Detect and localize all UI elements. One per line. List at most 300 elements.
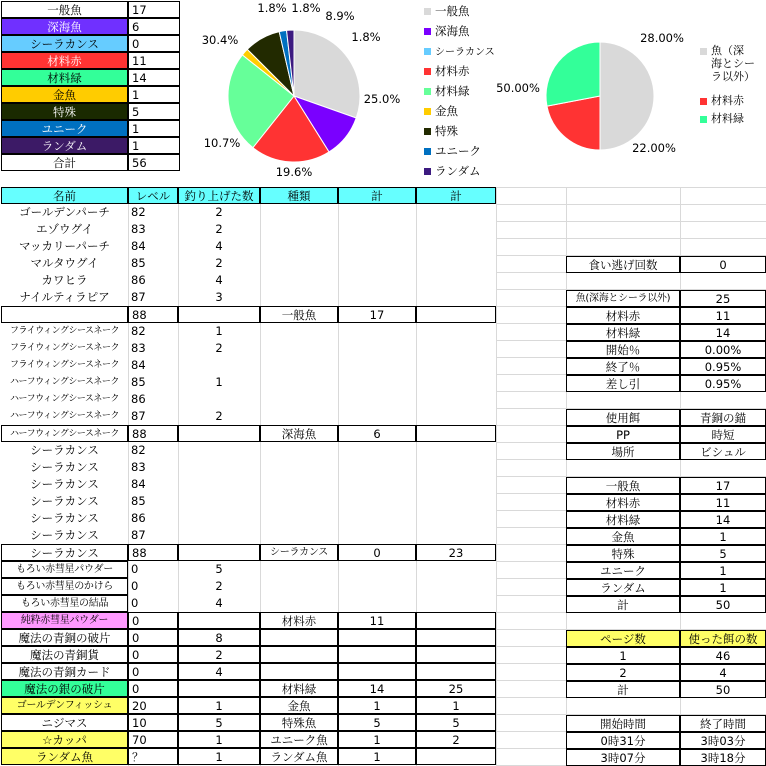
table-cell-lv[interactable]: 87 (131, 290, 146, 304)
table-cell-n[interactable] (178, 680, 260, 697)
right-value[interactable]: 青銅の錨 (680, 409, 766, 426)
table-cell-t1[interactable] (338, 391, 416, 408)
table-cell-lv[interactable]: 0 (128, 646, 178, 663)
table-cell-n[interactable] (178, 612, 260, 629)
table-cell-lv[interactable]: 0 (128, 629, 178, 646)
table-cell-t1[interactable]: 11 (338, 612, 416, 629)
legend-item (700, 94, 744, 108)
table-cell-type[interactable] (260, 408, 338, 425)
table-cell-name[interactable] (1, 306, 128, 323)
summary-label[interactable]: 材料緑 (1, 69, 128, 86)
table-cell-t2[interactable] (416, 374, 496, 391)
table-cell-name[interactable]: フライウィングシースネーク (9, 360, 120, 370)
table-cell-n[interactable] (178, 425, 260, 442)
table-cell-type[interactable]: 一般魚 (260, 306, 338, 323)
table-cell-t1[interactable] (338, 578, 416, 595)
summary-label[interactable]: 一般魚 (1, 1, 128, 18)
right-value[interactable]: 11 (680, 307, 766, 324)
right-value[interactable]: 4 (680, 664, 766, 681)
table-cell-type[interactable] (260, 357, 338, 374)
table-cell-name[interactable]: 魔法の青銅カード (1, 663, 128, 680)
table-cell-n[interactable] (178, 442, 260, 459)
table-cell-t2[interactable] (416, 595, 496, 612)
legend-item (424, 44, 495, 60)
table-cell-type[interactable] (260, 340, 338, 357)
table-cell-t2[interactable] (416, 357, 496, 374)
table-cell-t1[interactable] (338, 493, 416, 510)
right-label[interactable]: 材料緑 (566, 324, 680, 341)
right-value[interactable]: 5 (680, 545, 766, 562)
right-value[interactable]: 25 (680, 290, 766, 307)
start-time-header[interactable]: 開始時間 (566, 715, 680, 732)
table-cell-t2[interactable] (416, 306, 496, 323)
summary-label[interactable]: 深海魚 (1, 18, 128, 35)
table-cell-t1[interactable] (338, 442, 416, 459)
right-label[interactable]: PP (566, 426, 680, 443)
table-cell-n[interactable]: 2 (215, 579, 223, 593)
summary-value[interactable]: 1 (128, 120, 180, 137)
legend-swatch (700, 61, 707, 68)
table-cell-t2[interactable] (416, 493, 496, 510)
legend-item (424, 24, 470, 38)
summary-label[interactable]: ユニーク (1, 120, 128, 137)
table-cell-lv[interactable]: 86 (131, 273, 146, 287)
table-cell-n[interactable] (178, 459, 260, 476)
table-cell-type[interactable] (260, 272, 338, 289)
table-cell-type[interactable] (260, 629, 338, 646)
table-cell-t2[interactable]: 25 (416, 680, 496, 697)
right-label[interactable]: 計 (566, 596, 680, 613)
legend-swatch (424, 8, 431, 15)
table-cell-t1[interactable] (338, 561, 416, 578)
summary-value[interactable]: 0 (128, 35, 180, 52)
table-cell-n[interactable]: 1 (215, 324, 223, 338)
table-cell-name[interactable]: フライウィングシースネーク (9, 343, 120, 353)
summary-label[interactable]: 材料赤 (1, 52, 128, 69)
table-cell-type[interactable] (260, 442, 338, 459)
summary-value[interactable]: 6 (128, 18, 180, 35)
table-cell-t1[interactable] (338, 595, 416, 612)
right-value[interactable]: 46 (680, 647, 766, 664)
summary-value[interactable]: 5 (128, 103, 180, 120)
table-cell-t1[interactable]: 17 (338, 306, 416, 323)
table-cell-t2[interactable] (416, 289, 496, 306)
table-cell-t2[interactable] (416, 425, 496, 442)
table-cell-name[interactable]: シーラカンス (30, 494, 99, 508)
table-cell-t1[interactable] (338, 357, 416, 374)
pie-label: 10.7% (203, 136, 241, 150)
table-cell-lv[interactable]: 0 (128, 680, 178, 697)
table-cell-n[interactable]: 3 (215, 290, 223, 304)
table-cell-type[interactable] (260, 255, 338, 272)
table-cell-t2[interactable] (416, 476, 496, 493)
right-label[interactable]: 一般魚 (566, 477, 680, 494)
table-cell-t1[interactable] (338, 289, 416, 306)
table-cell-n[interactable]: 4 (215, 239, 223, 253)
pie-slice (546, 42, 600, 106)
table-cell-t2[interactable] (416, 221, 496, 238)
table-cell-t2[interactable] (416, 442, 496, 459)
table-cell-type[interactable]: 材料赤 (260, 612, 338, 629)
right-value[interactable]: 11 (680, 494, 766, 511)
table-cell-lv[interactable]: ？ (128, 748, 178, 765)
table-cell-t2[interactable]: 5 (416, 714, 496, 731)
table-cell-name[interactable]: シーラカンス (30, 528, 99, 542)
table-cell-name[interactable]: ニジマス (1, 714, 128, 731)
summary-value[interactable]: 11 (128, 52, 180, 69)
summary-label[interactable]: ランダム (1, 137, 128, 154)
right-label[interactable]: 特殊 (566, 545, 680, 562)
table-cell-t2[interactable] (416, 255, 496, 272)
table-cell-t1[interactable] (338, 374, 416, 391)
summary-value[interactable]: 1 (128, 137, 180, 154)
table-cell-t2[interactable] (416, 340, 496, 357)
table-cell-n[interactable] (178, 306, 260, 323)
table-cell-name[interactable]: 魔法の銀の破片 (1, 680, 128, 697)
right-label[interactable]: 材料緑 (566, 511, 680, 528)
table-cell-t1[interactable] (338, 476, 416, 493)
right-value[interactable]: 50 (680, 596, 766, 613)
column-header[interactable]: 種類 (260, 187, 338, 204)
legend-label: 魚（深 (711, 44, 744, 57)
table-cell-name[interactable]: マルタウグイ (30, 256, 99, 270)
table-cell-type[interactable] (260, 595, 338, 612)
table-cell-n[interactable]: 2 (215, 222, 223, 236)
table-cell-t1[interactable]: 0 (338, 544, 416, 561)
table-cell-lv[interactable]: 88 (128, 306, 178, 323)
table-cell-type[interactable] (260, 221, 338, 238)
table-cell-type[interactable] (260, 323, 338, 340)
legend-swatch (424, 48, 431, 55)
table-cell-t2[interactable] (416, 510, 496, 527)
table-cell-lv[interactable]: 0 (128, 663, 178, 680)
table-cell-t1[interactable]: 5 (338, 714, 416, 731)
right-label[interactable]: 0時31分 (566, 732, 680, 749)
table-cell-name[interactable]: マッカリーパーチ (19, 239, 110, 253)
summary-value[interactable]: 1 (128, 86, 180, 103)
table-cell-t1[interactable] (338, 510, 416, 527)
table-cell-n[interactable]: 5 (215, 562, 223, 576)
table-cell-type[interactable] (260, 374, 338, 391)
right-value[interactable]: 3時18分 (680, 749, 766, 766)
table-cell-t2[interactable] (416, 612, 496, 629)
table-cell-name[interactable]: ハーフウィングシースネーク (1, 425, 128, 442)
table-cell-t1[interactable] (338, 221, 416, 238)
table-cell-n[interactable]: 2 (178, 646, 260, 663)
table-cell-name[interactable]: もろい赤彗星の結晶 (1, 595, 128, 612)
table-cell-t2[interactable] (416, 561, 496, 578)
summary-label[interactable]: 合計 (1, 154, 128, 171)
table-cell-t2[interactable] (416, 748, 496, 765)
table-cell-n[interactable] (178, 357, 260, 374)
right-label[interactable]: 使用餌 (566, 409, 680, 426)
table-cell-n[interactable] (178, 527, 260, 544)
right-label[interactable]: 3時07分 (566, 749, 680, 766)
right-label[interactable]: 魚(深海とシーラ以外) (566, 290, 680, 307)
table-cell-lv[interactable]: 83 (131, 222, 146, 236)
table-cell-t1[interactable]: 1 (338, 731, 416, 748)
table-cell-type[interactable]: ランダム魚 (260, 748, 338, 765)
right-label[interactable]: ランダム (566, 579, 680, 596)
table-cell-n[interactable]: 2 (215, 341, 223, 355)
table-cell-lv[interactable]: 85 (131, 494, 146, 508)
table-cell-n[interactable]: 2 (215, 205, 223, 219)
table-cell-t1[interactable] (338, 204, 416, 221)
table-cell-type[interactable] (260, 527, 338, 544)
right-label[interactable]: 食い逃げ回数 (566, 256, 680, 273)
right-label[interactable]: 材料赤 (566, 494, 680, 511)
column-header[interactable]: 計 (416, 187, 496, 204)
table-cell-t1[interactable]: 1 (338, 697, 416, 714)
end-time-header[interactable]: 終了時間 (680, 715, 766, 732)
table-cell-lv[interactable]: 0 (128, 612, 178, 629)
table-cell-type[interactable]: 材料緑 (260, 680, 338, 697)
table-cell-type[interactable]: 特殊魚 (260, 714, 338, 731)
table-cell-type[interactable] (260, 238, 338, 255)
table-cell-t2[interactable] (416, 238, 496, 255)
table-cell-name[interactable]: カワヒラ (41, 273, 88, 287)
summary-value[interactable]: 56 (128, 154, 180, 171)
table-cell-name[interactable]: 魔法の青銅貨 (1, 646, 128, 663)
table-cell-type[interactable]: 金魚 (260, 697, 338, 714)
table-cell-t2[interactable] (416, 272, 496, 289)
right-label[interactable]: 差し引 (566, 375, 680, 392)
table-cell-type[interactable] (260, 289, 338, 306)
right-value[interactable]: 50 (680, 681, 766, 698)
summary-label[interactable]: 金魚 (1, 86, 128, 103)
right-label[interactable]: 計 (566, 681, 680, 698)
table-cell-name[interactable]: シーラカンス (1, 544, 128, 561)
bait-count-header[interactable]: 使った餌の数 (680, 630, 766, 647)
table-cell-lv[interactable]: 86 (131, 511, 146, 525)
table-cell-n[interactable]: 4 (215, 273, 223, 287)
table-cell-name[interactable]: もろい赤彗星パウダー (1, 561, 128, 578)
table-cell-lv[interactable]: 85 (131, 256, 146, 270)
pie-label: 22.00% (632, 141, 676, 155)
table-cell-name[interactable]: ハーフウィングシースネーク (10, 394, 119, 404)
legend-label: ラ以外） (711, 70, 755, 83)
legend-swatch (700, 116, 707, 123)
right-value[interactable]: 1 (680, 579, 766, 596)
right-label[interactable]: 開始％ (566, 341, 680, 358)
right-value[interactable]: ビシュル (680, 443, 766, 460)
table-cell-lv[interactable]: 0 (131, 562, 139, 576)
summary-label[interactable]: シーラカンス (1, 35, 128, 52)
table-cell-n[interactable]: 1 (178, 697, 260, 714)
right-label[interactable]: 1 (566, 647, 680, 664)
table-cell-n[interactable] (178, 544, 260, 561)
table-cell-t2[interactable] (416, 323, 496, 340)
table-cell-n[interactable] (178, 476, 260, 493)
legend-label: ランダム (435, 164, 481, 178)
table-cell-type[interactable]: ユニーク魚 (260, 731, 338, 748)
table-cell-lv[interactable]: 82 (131, 205, 146, 219)
table-cell-t1[interactable]: 6 (338, 425, 416, 442)
right-value[interactable]: 0.95% (680, 358, 766, 375)
right-label[interactable]: 金魚 (566, 528, 680, 545)
table-cell-t2[interactable] (416, 578, 496, 595)
table-cell-t1[interactable] (338, 340, 416, 357)
table-cell-t2[interactable]: 23 (416, 544, 496, 561)
table-cell-n[interactable]: 2 (215, 256, 223, 270)
table-cell-lv[interactable]: 0 (131, 596, 139, 610)
table-cell-t2[interactable] (416, 646, 496, 663)
table-cell-type[interactable] (260, 459, 338, 476)
table-cell-n[interactable] (178, 493, 260, 510)
table-cell-n[interactable]: 2 (215, 409, 223, 423)
table-cell-lv[interactable]: 82 (131, 324, 146, 338)
table-cell-name[interactable]: ゴールデンパーチ (19, 205, 110, 219)
right-value[interactable]: 0 (680, 256, 766, 273)
right-label[interactable]: 材料赤 (566, 307, 680, 324)
column-header[interactable]: レベル (128, 187, 178, 204)
table-cell-t1[interactable] (338, 272, 416, 289)
table-cell-name[interactable]: シーラカンス (30, 460, 99, 474)
table-cell-t1[interactable]: 1 (338, 748, 416, 765)
table-cell-n[interactable]: 1 (178, 748, 260, 765)
table-cell-t1[interactable] (338, 527, 416, 544)
right-value[interactable]: 時短 (680, 426, 766, 443)
column-header[interactable]: 名前 (1, 187, 128, 204)
table-cell-lv[interactable]: 10 (128, 714, 178, 731)
table-cell-t2[interactable]: 1 (416, 697, 496, 714)
table-cell-type[interactable]: 深海魚 (260, 425, 338, 442)
table-cell-t2[interactable] (416, 527, 496, 544)
legend-item (700, 70, 755, 84)
table-cell-lv[interactable]: 84 (131, 477, 146, 491)
table-cell-type[interactable] (260, 204, 338, 221)
column-header[interactable]: 釣り上げた数 (178, 187, 260, 204)
summary-label[interactable]: 特殊 (1, 103, 128, 120)
right-label[interactable]: 場所 (566, 443, 680, 460)
table-cell-t1[interactable] (338, 408, 416, 425)
table-cell-n[interactable]: 4 (178, 663, 260, 680)
table-cell-lv[interactable]: 83 (131, 460, 146, 474)
legend-item (700, 57, 755, 71)
table-cell-name[interactable]: ランダム魚 (1, 748, 128, 765)
table-cell-n[interactable]: 8 (178, 629, 260, 646)
table-cell-name[interactable]: シーラカンス (30, 511, 99, 525)
pie-chart-materials (496, 0, 696, 186)
column-header[interactable]: 計 (338, 187, 416, 204)
right-value[interactable]: 1 (680, 528, 766, 545)
table-cell-lv[interactable]: 85 (131, 375, 146, 389)
right-value[interactable]: 3時03分 (680, 732, 766, 749)
table-cell-t1[interactable] (338, 646, 416, 663)
table-cell-n[interactable] (178, 391, 260, 408)
table-cell-lv[interactable]: 87 (131, 528, 146, 542)
table-cell-t2[interactable]: 2 (416, 731, 496, 748)
table-cell-t2[interactable] (416, 204, 496, 221)
table-cell-type[interactable] (260, 391, 338, 408)
legend-label: ユニーク (435, 144, 481, 158)
table-cell-lv[interactable]: 84 (131, 239, 146, 253)
table-cell-type[interactable] (260, 476, 338, 493)
table-cell-t2[interactable] (416, 408, 496, 425)
table-cell-type[interactable] (260, 561, 338, 578)
table-cell-type[interactable] (260, 578, 338, 595)
legend-label: 材料緑 (435, 84, 470, 98)
right-value[interactable]: 0.00% (680, 341, 766, 358)
right-value[interactable]: 14 (680, 511, 766, 528)
table-cell-n[interactable]: 1 (215, 375, 223, 389)
table-cell-name[interactable]: シーラカンス (30, 443, 99, 457)
table-cell-t1[interactable] (338, 459, 416, 476)
table-cell-lv[interactable]: 88 (128, 425, 178, 442)
table-cell-name[interactable]: フライウィングシースネーク (9, 326, 120, 336)
table-cell-name[interactable]: エゾウグイ (36, 222, 93, 236)
table-cell-type[interactable] (260, 646, 338, 663)
right-value[interactable]: 0.95% (680, 375, 766, 392)
table-cell-lv[interactable]: 84 (131, 358, 146, 372)
table-cell-name[interactable]: ☆カッパ (1, 731, 128, 748)
pie-legend-materials (700, 44, 766, 134)
table-cell-t2[interactable] (416, 459, 496, 476)
right-label[interactable]: ユニーク (566, 562, 680, 579)
table-cell-lv[interactable]: 20 (128, 697, 178, 714)
table-cell-lv[interactable]: 83 (131, 341, 146, 355)
table-cell-name[interactable]: ハーフウィングシースネーク (10, 377, 119, 387)
table-cell-n[interactable]: 4 (215, 596, 223, 610)
pie-label: 19.6% (275, 165, 313, 179)
legend-swatch (424, 68, 431, 75)
table-cell-t1[interactable]: 14 (338, 680, 416, 697)
table-cell-t1[interactable] (338, 663, 416, 680)
table-cell-lv[interactable]: 88 (128, 544, 178, 561)
table-cell-t1[interactable] (338, 323, 416, 340)
table-cell-name[interactable]: シーラカンス (30, 477, 99, 491)
table-cell-t1[interactable] (338, 629, 416, 646)
table-cell-lv[interactable]: 82 (131, 443, 146, 457)
table-cell-lv[interactable]: 70 (128, 731, 178, 748)
table-cell-t1[interactable] (338, 255, 416, 272)
table-cell-t1[interactable] (338, 238, 416, 255)
table-cell-name[interactable]: ハーフウィングシースネーク (10, 411, 119, 421)
summary-value[interactable]: 17 (128, 1, 180, 18)
table-cell-t2[interactable] (416, 391, 496, 408)
right-value[interactable]: 14 (680, 324, 766, 341)
summary-value[interactable]: 14 (128, 69, 180, 86)
table-cell-type[interactable] (260, 493, 338, 510)
table-cell-name[interactable]: 純粋赤彗星パウダー (1, 612, 128, 629)
table-cell-name[interactable]: もろい赤彗星のかけら (1, 578, 128, 595)
table-cell-t2[interactable] (416, 663, 496, 680)
pie-label: 25.0% (363, 92, 401, 106)
table-cell-lv[interactable]: 86 (131, 392, 146, 406)
table-cell-t2[interactable] (416, 629, 496, 646)
table-cell-type[interactable] (260, 663, 338, 680)
pages-header[interactable]: ページ数 (566, 630, 680, 647)
right-value[interactable]: 17 (680, 477, 766, 494)
table-cell-n[interactable] (178, 510, 260, 527)
right-label[interactable]: 終了％ (566, 358, 680, 375)
right-label[interactable]: 2 (566, 664, 680, 681)
table-cell-type[interactable]: シーラカンス (260, 544, 338, 561)
pie-label: 30.4% (201, 33, 239, 47)
table-cell-n[interactable]: 5 (178, 714, 260, 731)
table-cell-name[interactable]: ナイルティラピア (19, 290, 110, 304)
legend-label: 特殊 (435, 124, 458, 138)
table-cell-type[interactable] (260, 510, 338, 527)
legend-label: シーラカンス (435, 47, 495, 58)
table-cell-name[interactable]: 魔法の青銅の破片 (1, 629, 128, 646)
right-value[interactable]: 1 (680, 562, 766, 579)
legend-label: 海とシー (711, 57, 755, 70)
table-cell-lv[interactable]: 87 (131, 409, 146, 423)
table-cell-lv[interactable]: 0 (131, 579, 139, 593)
table-cell-name[interactable]: ゴールデンフィッシュ (1, 697, 128, 714)
table-cell-n[interactable]: 1 (178, 731, 260, 748)
